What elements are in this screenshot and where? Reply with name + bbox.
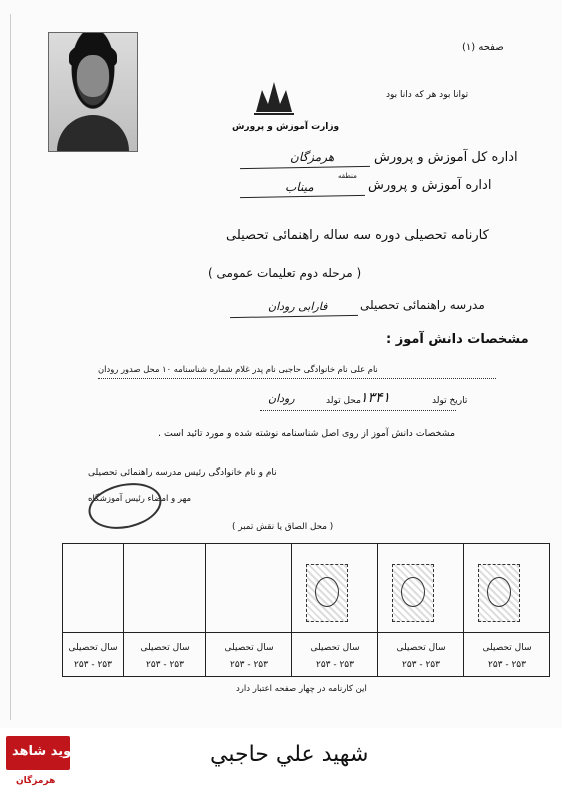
year-cell-2 — [377, 544, 464, 676]
year-value: ۲۵۳ - ۲۵۳ — [488, 660, 526, 670]
student-name-row: نام علی نام خانوادگی حاجبی نام پدر غلام شماره شناسنامه ۱۰ محل صدور رودان — [98, 364, 378, 374]
year-label: سال تحصیلی — [224, 643, 274, 653]
student-section-title: مشخصات دانش آموز : — [386, 332, 529, 347]
year-value: ۲۵۳ - ۲۵۳ — [316, 660, 354, 670]
logo-text: نوید شاهد — [12, 744, 77, 759]
year-cell-1 — [463, 544, 550, 676]
principal-label: نام و نام خانوادگی رئیس مدرسه راهنمائی تحصیلی — [88, 468, 277, 478]
footer-logo — [6, 736, 77, 794]
year-value: ۲۵۳ - ۲۵۳ — [146, 660, 184, 670]
stamp-table — [62, 543, 550, 677]
ministry-label: وزارت آموزش و پرورش — [232, 122, 340, 132]
year-label: سال تحصیلی — [482, 643, 532, 653]
birth-row-underline — [260, 410, 456, 411]
stage-note: ( مرحله دوم تعلیمات عمومی ) — [208, 266, 362, 280]
year-cell-3 — [291, 544, 378, 676]
year-label: سال تحصیلی — [396, 643, 446, 653]
region-word: منطقه — [338, 172, 357, 180]
year-label: سال تحصیلی — [140, 643, 190, 653]
student-photo — [48, 32, 138, 152]
year-cell-4 — [205, 544, 292, 676]
school-label: مدرسه راهنمائی تحصیلی — [360, 298, 485, 312]
validity-note: این کارنامه در چهار صفحه اعتبار دارد — [236, 684, 367, 694]
lion-sun-emblem-icon — [252, 78, 296, 118]
year-label: سال تحصیلی — [310, 643, 360, 653]
birth-place-label: محل تولد — [326, 396, 361, 406]
report-title: کارنامه تحصیلی دوره سه ساله راهنمائی تحصیلی — [226, 228, 489, 243]
year-label: سال تحصیلی — [68, 643, 118, 653]
martyr-caption: شهید علي حاجبي — [210, 742, 369, 767]
principal-sign-label: مهر و امضاء رئیس آموزشگاه — [88, 494, 192, 504]
revenue-stamp-icon — [306, 564, 348, 622]
logo-subtext: هرمزگان — [16, 776, 56, 786]
school-value: فارابی رودان — [268, 300, 328, 313]
motto: توانا بود هر که دانا بود — [386, 90, 469, 100]
year-value: ۲۵۳ - ۲۵۳ — [230, 660, 268, 670]
stamp-place-label: ( محل الصاق یا نقش تمبر ) — [232, 522, 334, 532]
admin-general-value: هرمزگان — [290, 150, 335, 164]
birth-place-value: رودان — [268, 392, 295, 405]
admin-region-label: اداره آموزش و پرورش — [368, 178, 492, 193]
revenue-stamp-icon — [478, 564, 520, 622]
revenue-stamp-icon — [392, 564, 434, 622]
admin-general-label: اداره کل آموزش و پرورش — [374, 150, 518, 165]
year-value: ۲۵۳ - ۲۵۳ — [402, 660, 440, 670]
certify-text: مشخصات دانش آموز از روی اصل شناسنامه نوشته شده و مورد تائید است . — [158, 428, 456, 439]
page-label: صفحه (۱) — [462, 42, 504, 53]
year-cell-6 — [63, 544, 123, 676]
name-row-underline — [98, 378, 496, 379]
birth-date-value: ۱۳۴۱ — [360, 390, 391, 406]
year-cell-5 — [123, 544, 206, 676]
year-value: ۲۵۳ - ۲۵۳ — [74, 660, 112, 670]
birth-date-label: تاریخ تولد — [432, 396, 468, 406]
caption-footer — [0, 728, 562, 800]
admin-region-value: میناب — [285, 180, 314, 194]
